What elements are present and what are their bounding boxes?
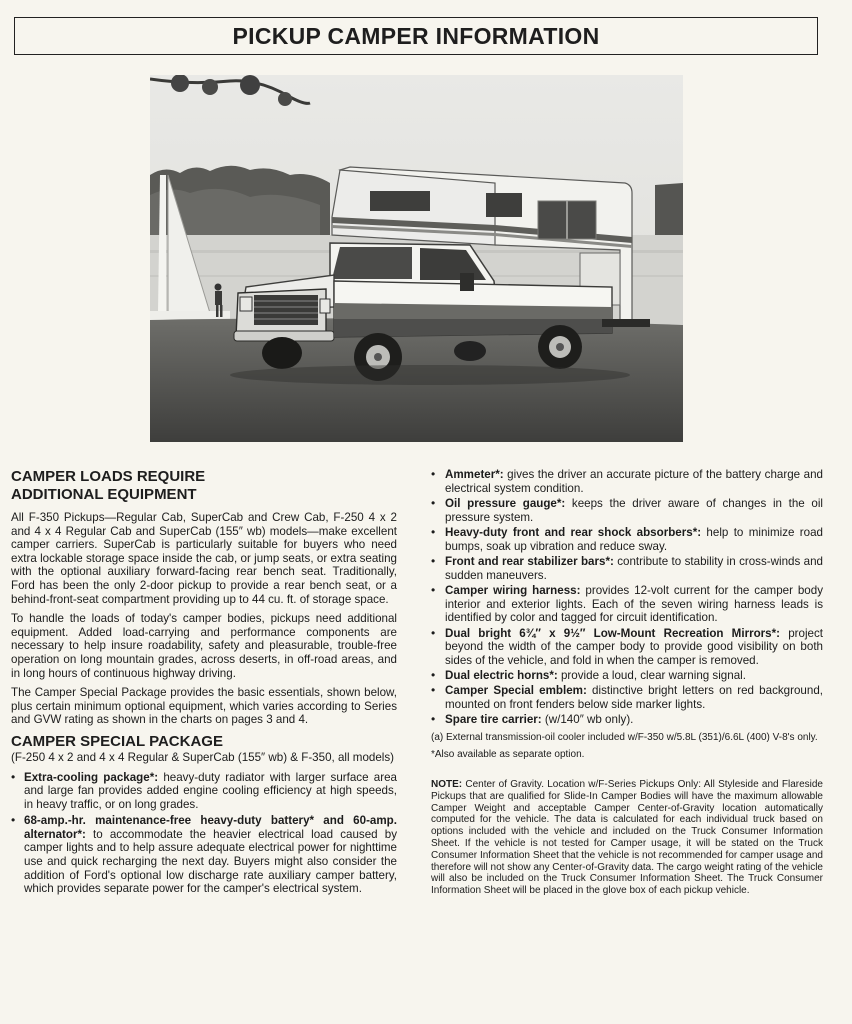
item-text: keeps the driver aware of changes in the oil pressure system. xyxy=(445,496,823,524)
item-term: 68-amp.-hr. maintenance-free heavy-duty battery* and 60-amp. alternator*: xyxy=(24,814,397,841)
camper-truck-photo xyxy=(150,75,683,442)
item-term: Camper Special emblem: xyxy=(445,684,587,698)
item-text: to accommodate the heavier electrical load caused by camper lights and to help assure adequate electrical power for nighttime use and quick recharging the next day. Buyers might also consider the addition of Ford's optional low discharge rate auxiliary camper battery, which provides separate power for the camper's electrical system. xyxy=(24,827,397,896)
list-item xyxy=(431,713,823,727)
right-column xyxy=(431,468,823,897)
item-text: help to minimize road bumps, soak up vibration and reduce sway. xyxy=(445,525,823,553)
list-item xyxy=(431,526,823,553)
list-item xyxy=(431,684,823,711)
item-term: Dual electric horns*: xyxy=(445,669,558,683)
camper-loads-heading xyxy=(11,468,397,504)
intro-paragraph-1: All F-350 Pickups—Regular Cab, SuperCab and Crew Cab, F-250 4 x 2 and 4 x 4 Regular Cab and SuperCab (155″ wb) models—make excellent camper carriers. SuperCab is particularly suitable for buyers who need extra lockable storage space inside the cab, or jump seats, or extra seating with the optional auxiliary forward-facing rear bench seat. Traditionally, Ford has been the only 2-door pickup to provide a rear bench seat, or a behind-front-seat compartment providing up to 44 cu. ft. of storage space. xyxy=(11,511,397,606)
list-item xyxy=(431,497,823,524)
list-item xyxy=(431,627,823,668)
camper-special-list-right xyxy=(431,468,823,727)
page-title-box xyxy=(14,17,818,55)
item-text: gives the driver an accurate picture of the battery charge and electrical system condition. xyxy=(445,468,823,495)
list-item xyxy=(431,584,823,625)
intro-paragraph-3: The Camper Special Package provides the basic essentials, shown below, plus certain minimum optional equipment, which varies according to Series and GVW rating as shown in the charts on pages 3 and 4. xyxy=(11,686,397,727)
camper-loads-heading-line2: ADDITIONAL EQUIPMENT xyxy=(11,486,197,503)
footnote-separate-option: *Also available as separate option. xyxy=(431,749,585,761)
item-text: contribute to stability in cross-winds and sudden maneuvers. xyxy=(445,554,824,582)
center-of-gravity-note xyxy=(431,779,823,897)
item-term: Heavy-duty front and rear shock absorbers*: xyxy=(445,525,702,539)
item-term: Camper wiring harness: xyxy=(445,583,581,597)
list-item xyxy=(431,669,823,683)
camper-loads-heading-line1: CAMPER LOADS REQUIRE xyxy=(11,468,206,485)
intro-paragraph-2: To handle the loads of today's camper bodies, pickups need additional equipment. Added load-carrying and performance components are necessary to help insure roadability, safety and pleasurable, trouble-free operation on long mountain grades, across deserts, in off-road areas, and in long hours of continuous highway driving. xyxy=(11,612,397,680)
camper-truck-illustration xyxy=(150,75,683,442)
item-text: provides 12-volt current for the camper body interior and exterior lights. Each of the seven wiring harness leads is identified by color and tagged for circuit identification. xyxy=(445,583,824,625)
item-term: Front and rear stabilizer bars*: xyxy=(445,554,614,568)
item-term: Extra-cooling package*: xyxy=(24,770,159,784)
footnote-a: (a) External transmission-oil cooler included w/F-350 w/5.8L (351)/6.6L (400) V-8's only. xyxy=(431,732,818,744)
list-item xyxy=(431,555,823,582)
list-item xyxy=(431,468,823,495)
item-text: provide a loud, clear warning signal. xyxy=(557,669,746,683)
note-label: NOTE: xyxy=(431,779,463,791)
item-text: project beyond the width of the camper body to provide good visibility on both sides of the vehicle, and fold in when the camper is removed. xyxy=(445,626,823,667)
list-item xyxy=(11,814,397,896)
left-column xyxy=(11,468,397,899)
camper-special-subheading: (F-250 4 x 2 and 4 x 4 Regular & SuperCab (155″ wb) & F-350, all models) xyxy=(11,750,395,764)
item-text: heavy-duty radiator with larger surface area and large fan provides added engine cooling efficiency at high speeds, in heavy traffic, or on long grades. xyxy=(24,770,397,811)
note-text: Center of Gravity. Location w/F-Series Pickups Only: All Styleside and Flareside Pickups that are qualified for Slide-In Camper Bodies will have the maximum allowable Camper Weight and acceptable Camper Center-of-Gravity location automatically computed for the vehicle. The data is calculated for each individual truck based on options included with the vehicle and included on the Truck Consumer Information Sheet. If the vehicle is not tested for Camper usage, it will be stated on the Truck Consumer Information Sheet that the vehicle is not recommended for camper usage and therefore will not show any Center-of-Gravity data. The cargo weight rating of the vehicle will also be included on the Truck Consumer Information Sheet. The Truck Consumer Information Sheet will be placed in the glove box of each pickup vehicle. xyxy=(431,779,823,897)
camper-special-heading: CAMPER SPECIAL PACKAGE xyxy=(11,732,223,750)
item-text: (w/140″ wb only). xyxy=(541,713,634,727)
item-term: Oil pressure gauge*: xyxy=(445,496,566,510)
item-term: Ammeter*: xyxy=(445,468,504,481)
item-term: Dual bright 6¾″ x 9½″ Low-Mount Recreation Mirrors*: xyxy=(445,626,781,640)
list-item xyxy=(11,771,397,812)
item-term: Spare tire carrier: xyxy=(445,713,542,727)
camper-special-list-left xyxy=(11,771,397,896)
item-text: distinctive bright letters on red background, mounted on front fenders below side marker lights. xyxy=(445,684,823,712)
page-title: PICKUP CAMPER INFORMATION xyxy=(232,22,600,49)
